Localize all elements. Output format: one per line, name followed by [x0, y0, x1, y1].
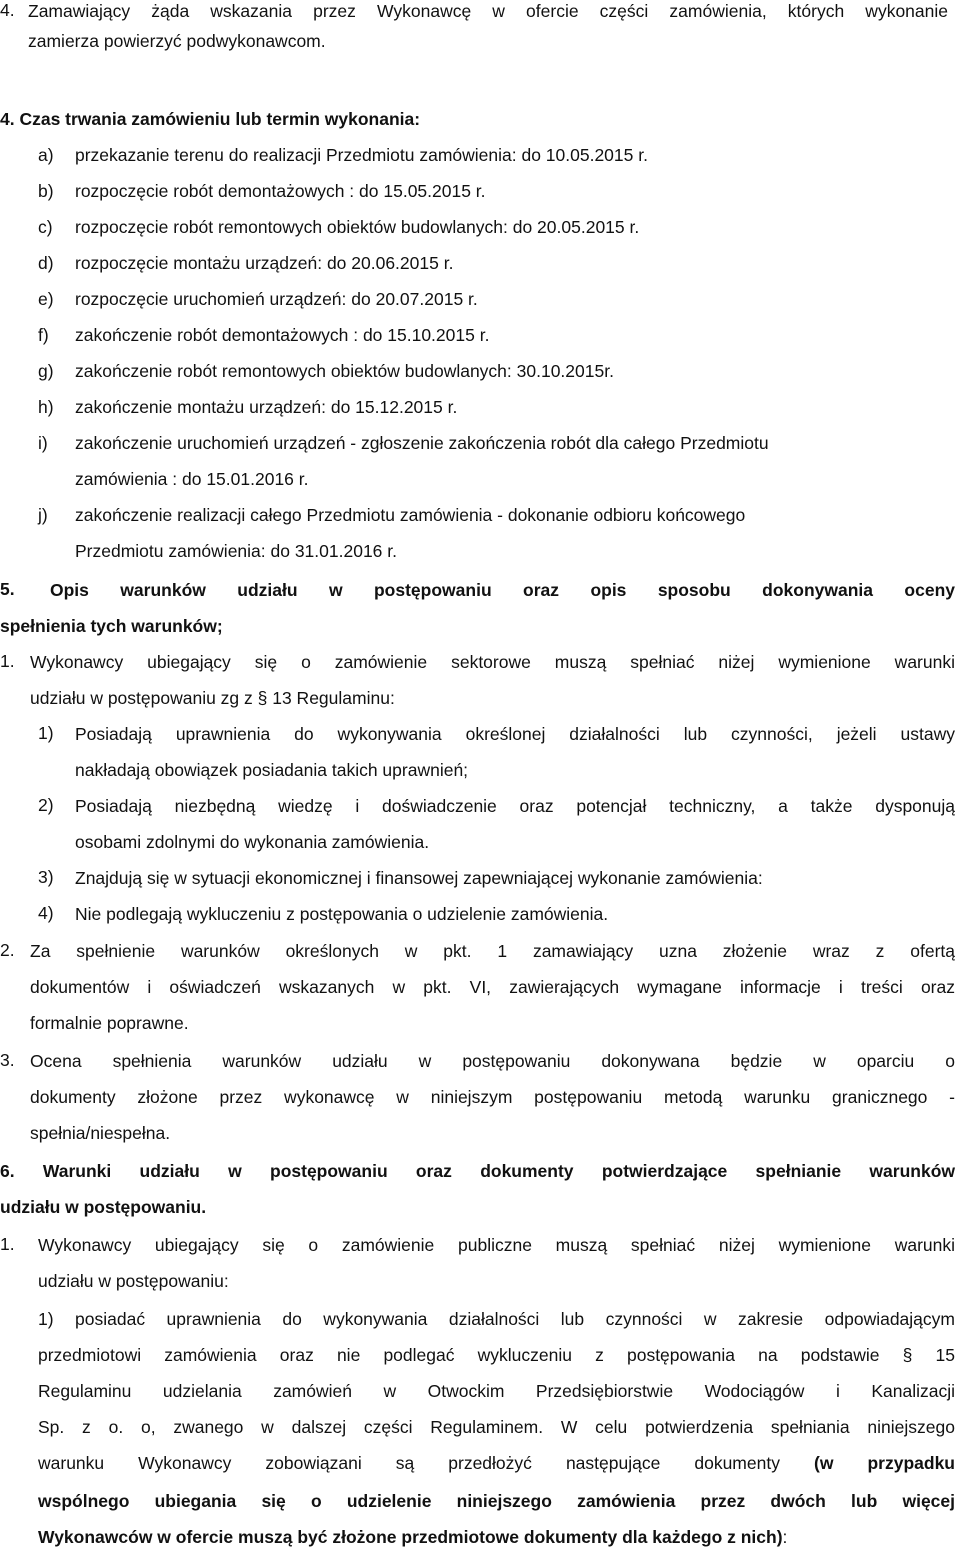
item-marker: h) — [38, 397, 54, 417]
line-5-normal-text: warunku Wykonawcy zobowiązani są przedłożyć następujące dokumenty — [38, 1453, 814, 1473]
section-5-number: 5. — [0, 579, 15, 599]
sub-marker: 1) — [38, 723, 54, 743]
deadline-item-d — [38, 252, 454, 274]
deadline-item-a — [38, 144, 648, 166]
intro-number: 4. — [0, 0, 15, 20]
section-6-line-3: Regulaminu udzielania zamówień w Otwockim Przedsiębiorstwie Wodociągów i Kanalizacji — [38, 1381, 955, 1401]
section-5-sub-2-line-1: Posiadają niezbędną wiedzę i doświadczenie oraz potencjał techniczny, a także dysponują — [75, 796, 955, 816]
section-5-sub-1-line-1: Posiadają uprawnienia do wykonywania określonej działalności lub czynności, jeżeli ustawy — [75, 724, 955, 744]
section-5-p2-line-1: Za spełnienie warunków określonych w pkt. 1 zamawiający uzna złożenie wraz z ofertą — [30, 941, 955, 961]
section-5-sub-2-line-2: osobami zdolnymi do wykonania zamówienia. — [75, 832, 430, 852]
deadline-item-h — [38, 396, 458, 418]
section-6-line-1: 1) posiadać uprawnienia do wykonywania działalności lub czynności w zakresie odpowiadającym — [38, 1309, 955, 1329]
section-5-heading-line-2: spełnienia tych warunków; — [0, 616, 223, 636]
paragraph-number: 1. — [0, 1234, 15, 1254]
deadline-item-e — [38, 288, 478, 310]
deadline-item-b — [38, 180, 486, 202]
section-6-line-5 — [38, 1452, 955, 1474]
section-6-line-7 — [38, 1526, 787, 1548]
section-6-heading-line-2: udziału w postępowaniu. — [0, 1197, 207, 1217]
section-6-line-6: wspólnego ubiegania się o udzielenie niniejszego zamówienia przez dwóch lub więcej — [38, 1491, 955, 1511]
item-marker: e) — [38, 289, 54, 309]
item-text: zakończenie robót remontowych obiektów budowlanych: 30.10.2015r. — [75, 361, 614, 381]
item-text: zakończenie realizacji całego Przedmiotu zamówienia - dokonanie odbioru końcowego — [75, 505, 746, 525]
line-7-bold-text: Wykonawców w ofercie muszą być złożone przedmiotowe dokumenty dla każdego z nich) — [38, 1527, 783, 1547]
item-marker: c) — [38, 217, 53, 237]
section-5-sub-1-line-2: nakładają obowiązek posiadania takich uprawnień; — [75, 760, 469, 780]
section-5-sub-3-line-1: Znajdują się w sytuacji ekonomicznej i finansowej zapewniającej wykonanie zamówienia: — [75, 868, 763, 888]
item-marker: j) — [38, 505, 48, 525]
line-5-bold-text: (w przypadku — [814, 1453, 955, 1473]
section-6-heading-line-1: 6. Warunki udziału w postępowaniu oraz dokumenty potwierdzające spełnianie warunków — [0, 1161, 955, 1181]
deadline-item-j — [38, 504, 746, 526]
item-text: zakończenie robót demontażowych : do 15.10.2015 r. — [75, 325, 490, 345]
deadline-item-j-cont: Przedmiotu zamówienia: do 31.01.2016 r. — [75, 541, 397, 561]
deadline-item-c — [38, 216, 640, 238]
sub-marker: 3) — [38, 867, 54, 887]
section-5-p3-line-3: spełnia/niespełna. — [30, 1123, 171, 1143]
item-text: zakończenie uruchomień urządzeń - zgłoszenie zakończenia robót dla całego Przedmiotu — [75, 433, 769, 453]
item-text: rozpoczęcie robót demontażowych : do 15.05.2015 r. — [75, 181, 486, 201]
section-5-sub-4-line-1: Nie podlegają wykluczeniu z postępowania o udzielenie zamówienia. — [75, 904, 609, 924]
section-6-line-4: Sp. z o. o, zwanego w dalszej części Regulaminem. W celu potwierdzenia spełniania niniejszego — [38, 1417, 955, 1437]
item-marker: g) — [38, 361, 54, 381]
item-marker: b) — [38, 181, 54, 201]
item-text: zakończenie montażu urządzeń: do 15.12.2015 r. — [75, 397, 458, 417]
section-5-p1-line-1: Wykonawcy ubiegający się o zamówienie sektorowe muszą spełniać niżej wymienione warunki — [30, 652, 955, 672]
paragraph-number: 1. — [0, 651, 15, 671]
section-5-p2-line-2: dokumentów i oświadczeń wskazanych w pkt. VI, zawierających wymagane informacje i treści oraz — [30, 977, 955, 997]
deadline-item-g — [38, 360, 614, 382]
line-7-normal-text: : — [782, 1527, 788, 1547]
intro-line-1: Zamawiający żąda wskazania przez Wykonawcę w ofercie części zamówienia, których wykonanie — [28, 1, 948, 21]
item-text: rozpoczęcie montażu urządzeń: do 20.06.2015 r. — [75, 253, 454, 273]
section-5-p3-line-2: dokumenty złożone przez wykonawcę w niniejszym postępowaniu metodą warunku granicznego - — [30, 1087, 955, 1107]
intro-line-2: zamierza powierzyć podwykonawcom. — [28, 31, 326, 51]
section-5-heading-line-1: Opis warunków udziału w postępowaniu oraz opis sposobu dokonywania oceny — [50, 580, 955, 600]
item-text: rozpoczęcie uruchomień urządzeń: do 20.07.2015 r. — [75, 289, 478, 309]
item-text: przekazanie terenu do realizacji Przedmiotu zamówienia: do 10.05.2015 r. — [75, 145, 648, 165]
paragraph-number: 2. — [0, 940, 15, 960]
section-4-heading: 4. Czas trwania zamówieniu lub termin wykonania: — [0, 109, 421, 129]
deadline-item-i-cont: zamówienia : do 15.01.2016 r. — [75, 469, 309, 489]
section-6-p1-line-2: udziału w postępowaniu: — [38, 1271, 229, 1291]
section-5-p3-line-1: Ocena spełnienia warunków udziału w postępowaniu dokonywana będzie w oparciu o — [30, 1051, 955, 1071]
item-marker: f) — [38, 325, 49, 345]
deadline-item-f — [38, 324, 490, 346]
sub-marker: 2) — [38, 795, 54, 815]
section-5-p1-line-2: udziału w postępowaniu zg z § 13 Regulaminu: — [30, 688, 395, 708]
item-marker: d) — [38, 253, 54, 273]
section-6-p1-line-1: Wykonawcy ubiegający się o zamówienie publiczne muszą spełniać niżej wymienione warunki — [38, 1235, 955, 1255]
item-marker: i) — [38, 433, 48, 453]
section-5-p2-line-3: formalnie poprawne. — [30, 1013, 189, 1033]
deadline-item-i — [38, 432, 769, 454]
item-text: rozpoczęcie robót remontowych obiektów budowlanych: do 20.05.2015 r. — [75, 217, 640, 237]
section-6-line-2: przedmiotowi zamówienia oraz nie podlegać wykluczeniu z postępowania na podstawie § 15 — [38, 1345, 955, 1365]
sub-marker: 4) — [38, 903, 54, 923]
paragraph-number: 3. — [0, 1050, 15, 1070]
item-marker: a) — [38, 145, 54, 165]
